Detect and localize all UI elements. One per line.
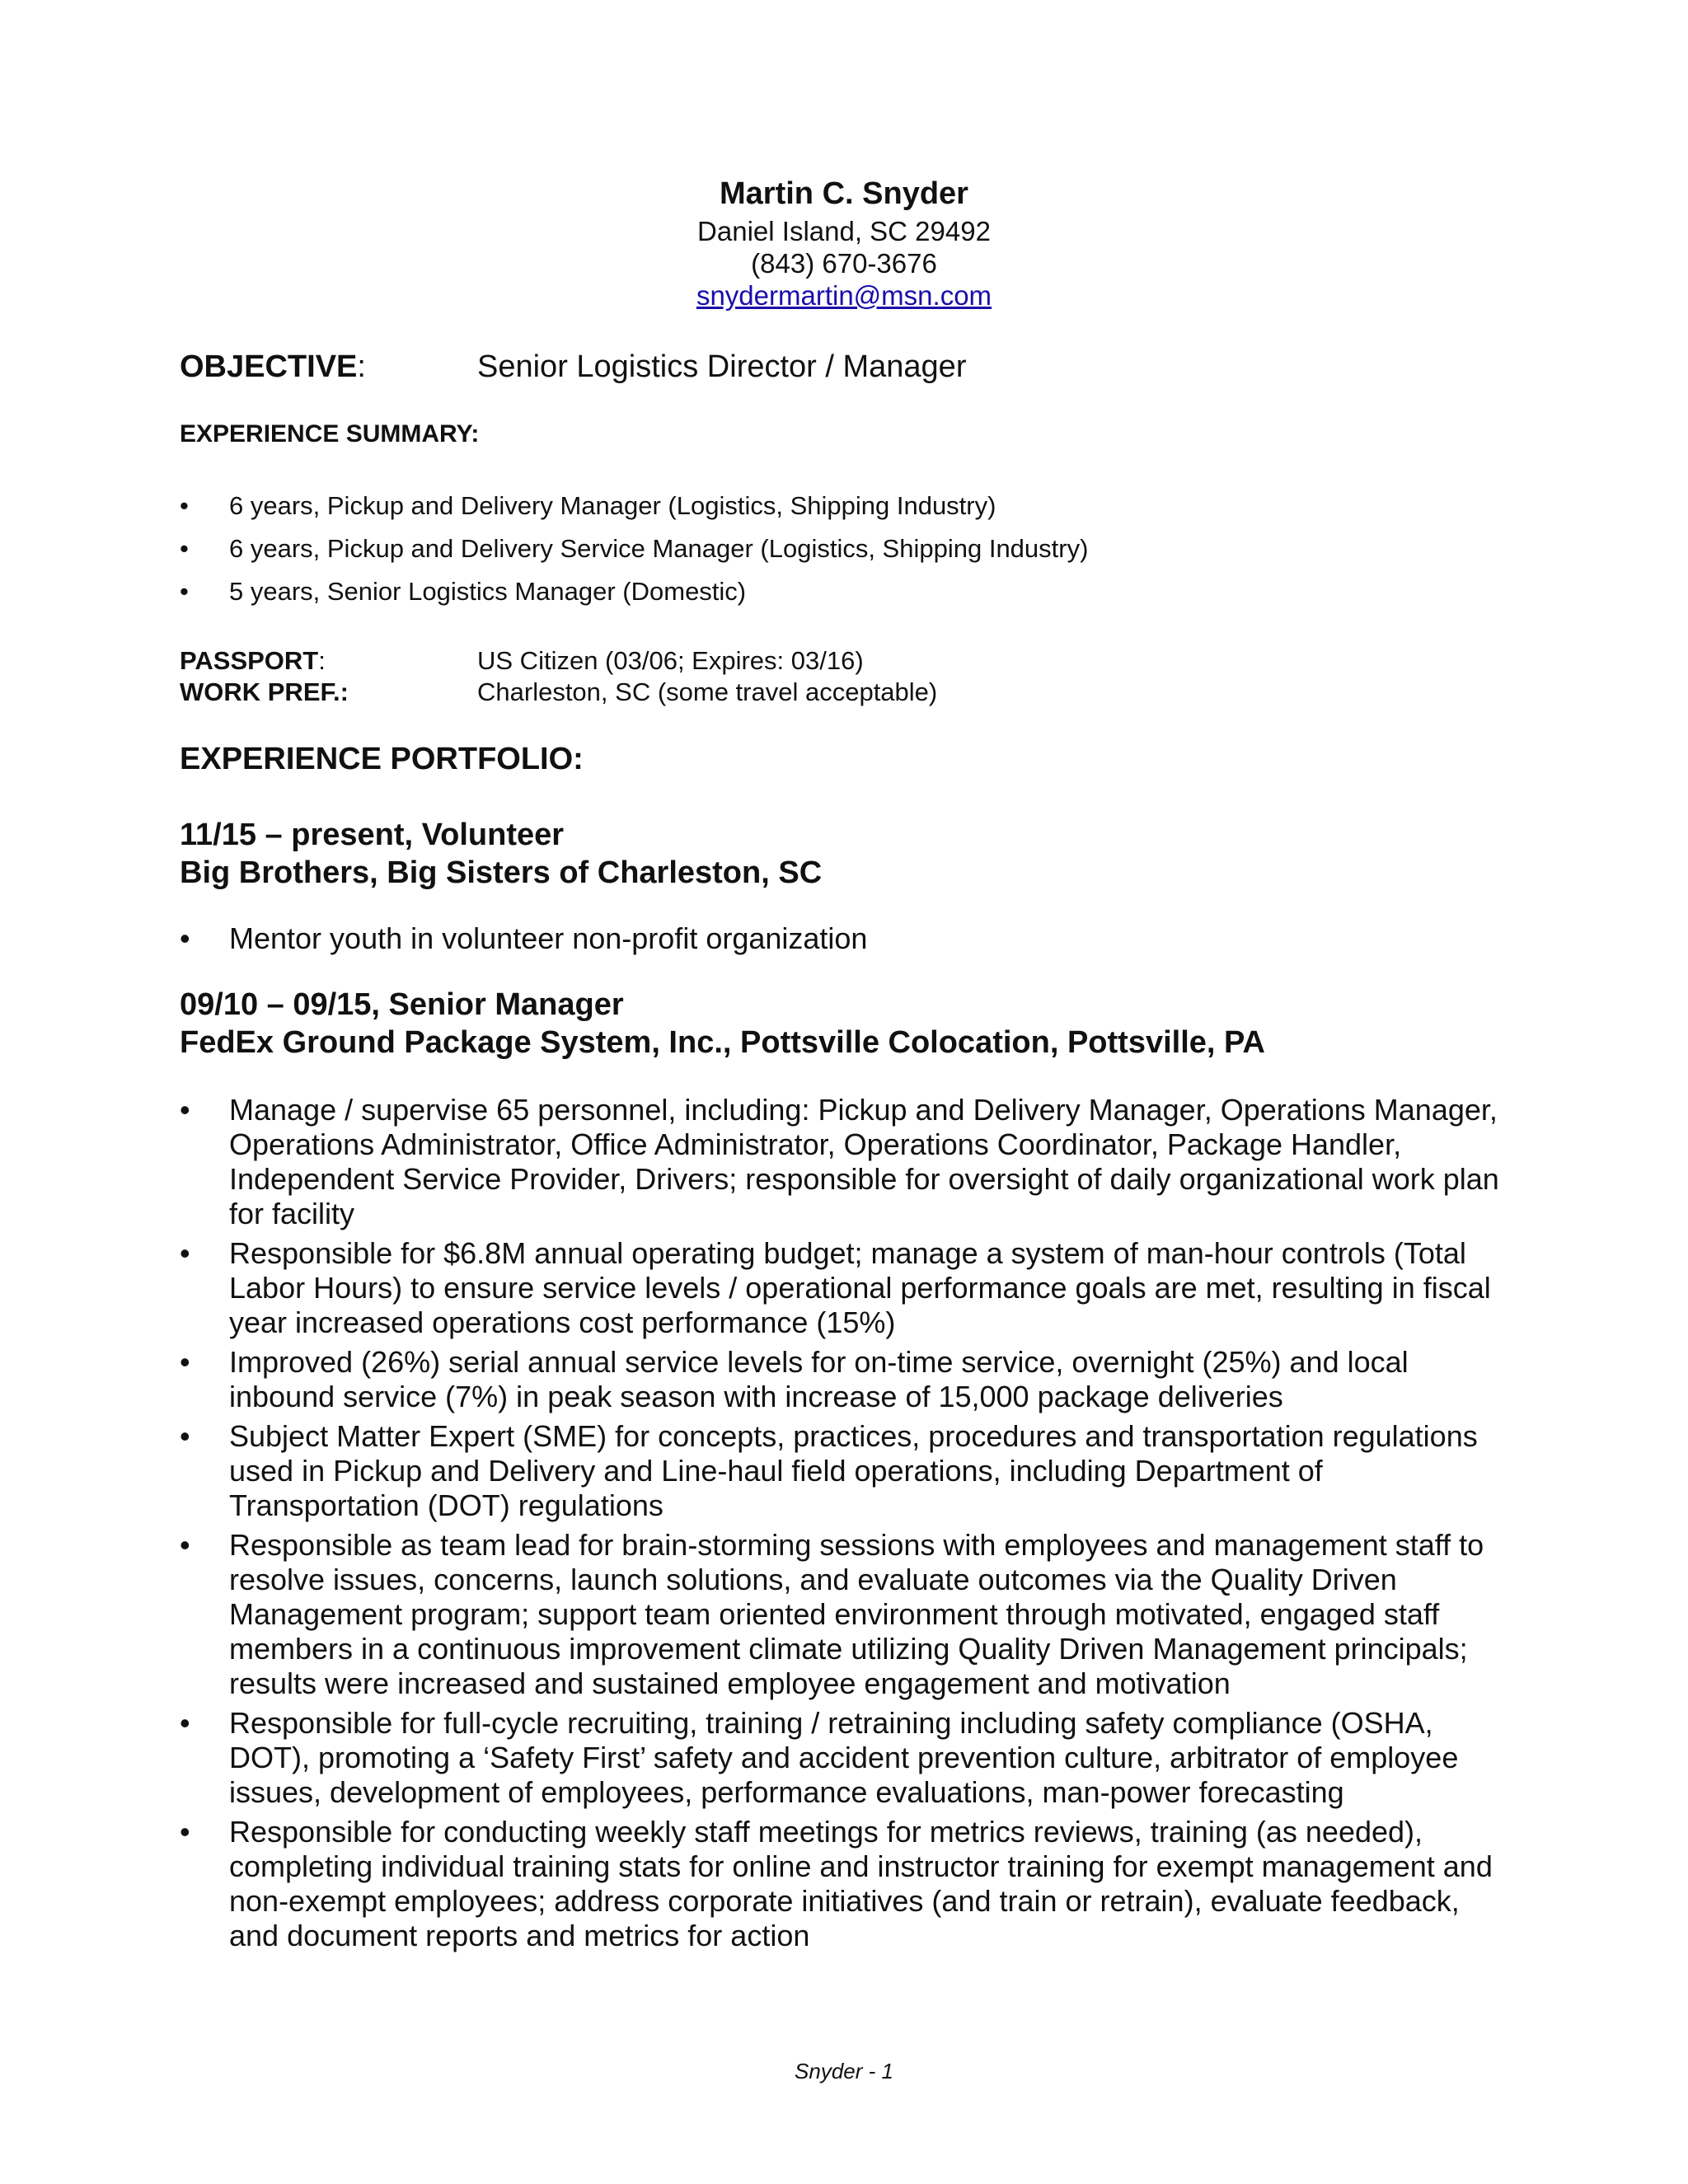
job-bullet-text: Responsible for conducting weekly staff meetings for metrics reviews, training (as needed), completing individual training stats for online and instructor training for exempt management and non-exempt employees; address corporate initiatives (and train or retrain), evaluate feedback, and document reports and metrics for action [229,1815,1493,1952]
experience-summary-title: EXPERIENCE SUMMARY: [180,420,480,448]
job-bullet-text: Responsible as team lead for brain-storming sessions with employees and management staff to resolve issues, concerns, launch solutions, and evaluate outcomes via the Quality Driven Management program; support team oriented environment through motivated, engaged staff members in a continuous improvement climate utilizing Quality Driven Management principals; results were increased and sustained employee engagement and motivation [229,1528,1484,1700]
list-item [180,1815,1515,1953]
job-bullet-text: Mentor youth in volunteer non-profit organization [229,921,868,955]
list-item [180,1419,1515,1523]
objective-label [180,349,366,385]
job-bullet-text: Responsible for full-cycle recruiting, training / retraining including safety compliance (OSHA, DOT), promoting a ‘Safety First’ safety and accident prevention culture, arbitrator of employee issues, development of employees, performance evaluations, man-power forecasting [229,1706,1459,1809]
list-item [180,1345,1515,1414]
experience-summary-list [180,485,1088,613]
candidate-phone: (843) 670-3676 [751,248,937,279]
job-bullet-text: Manage / supervise 65 personnel, including: Pickup and Delivery Manager, Operations Manager, Operations Administrator, Office Administrator, Operations Coordinator, Package Handler, Independent Service Provider, Drivers; responsible for oversight of daily organizational work plan for facility [229,1093,1499,1230]
bullet-icon: • [180,577,189,606]
candidate-address: Daniel Island, SC 29492 [697,216,991,246]
job-bullets [180,921,867,961]
job-date-role: 11/15 – present, Volunteer [180,818,565,852]
bullet-icon: • [180,1706,190,1740]
summary-item-text: 6 years, Pickup and Delivery Manager (Logistics, Shipping Industry) [229,491,996,520]
objective-label-text: OBJECTIVE [180,349,358,384]
list-item [180,1236,1515,1340]
bullet-icon: • [180,1093,190,1127]
list-item [180,527,1088,570]
list-item [180,1093,1515,1231]
list-item [180,1706,1515,1810]
summary-item-text: 6 years, Pickup and Delivery Service Manager (Logistics, Shipping Industry) [229,534,1089,563]
bullet-icon: • [180,1345,190,1379]
job-organization: FedEx Ground Package System, Inc., Pottsville Colocation, Pottsville, PA [180,1025,1265,1060]
list-item [180,921,867,956]
bullet-icon: • [180,921,190,955]
page-footer: Snyder - 1 [795,2059,893,2083]
job-bullets [180,1093,1515,1958]
passport-label-text: PASSPORT [180,646,319,675]
passport-value: US Citizen (03/06; Expires: 03/16) [477,646,864,675]
job-organization: Big Brothers, Big Sisters of Charleston, SC [180,855,823,890]
summary-item-text: 5 years, Senior Logistics Manager (Domestic) [229,577,747,606]
job-heading [180,816,822,892]
work-pref-label: WORK PREF.: [180,677,349,706]
bullet-icon: • [180,1236,190,1270]
bullet-icon: • [180,1419,190,1453]
email-link[interactable]: snydermartin@msn.com [696,280,992,311]
objective-colon: : [357,349,366,384]
list-item [180,1528,1515,1701]
candidate-name: Martin C. Snyder [720,176,968,211]
job-bullet-text: Responsible for $6.8M annual operating budget; manage a system of man-hour controls (Total Labor Hours) to ensure service levels / operational performance goals are met, resulting in fiscal year increased operations cost performance (15%) [229,1236,1491,1339]
bullet-icon: • [180,491,189,520]
list-item [180,570,1088,613]
work-pref-value: Charleston, SC (some travel acceptable) [477,677,938,706]
job-bullet-text: Subject Matter Expert (SME) for concepts, practices, procedures and transportation regulations used in Pickup and Delivery and Line-haul field operations, including Department of Transportation (DOT) regulations [229,1419,1478,1522]
bullet-icon: • [180,1815,190,1849]
passport-colon: : [318,646,326,675]
bullet-icon: • [180,1528,190,1562]
experience-portfolio-title: EXPERIENCE PORTFOLIO: [180,742,584,776]
job-bullet-text: Improved (26%) serial annual service levels for on-time service, overnight (25%) and local inbound service (7%) in peak season with increase of 15,000 package deliveries [229,1345,1409,1413]
objective-value: Senior Logistics Director / Manager [477,349,967,384]
bullet-icon: • [180,534,189,563]
job-heading [180,986,1265,1062]
candidate-email [0,280,1688,312]
job-date-role: 09/10 – 09/15, Senior Manager [180,987,624,1022]
list-item [180,485,1088,527]
passport-label [180,646,326,676]
